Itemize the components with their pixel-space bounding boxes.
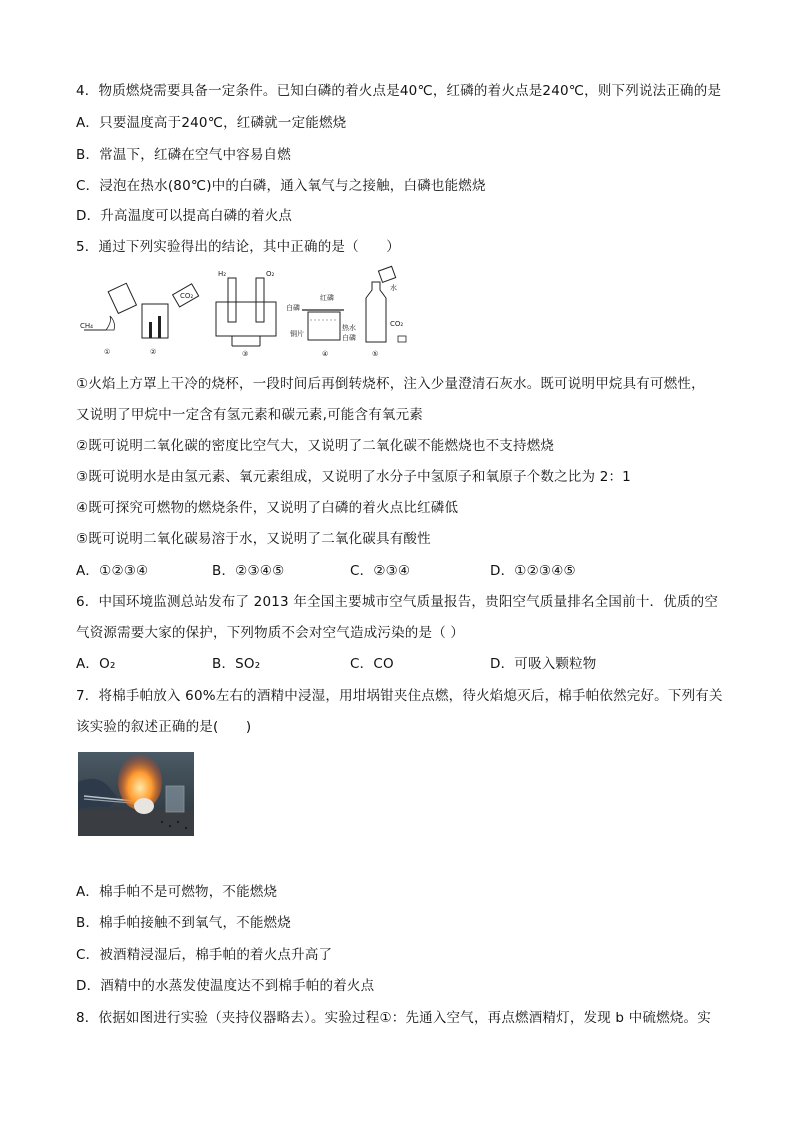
experiment-4-number: ④	[322, 350, 329, 358]
q7-stem-line-1: 7．将棉手帕放入 60%左右的酒精中浸湿，用坩埚钳夹住点燃，待火焰熄灭后，棉手帕依然完好。下列有关	[76, 688, 723, 704]
q7-option-b: B．棉手帕接触不到氧气，不能燃烧	[76, 915, 291, 931]
co2-label-a: CO₂	[180, 292, 194, 300]
q8-stem: 8．依据如图进行实验（夹持仪器略去）。实验过程①：先通入空气，再点燃酒精灯，发现 b 中硫燃烧。实	[76, 1010, 711, 1026]
experiment-4-diagram	[286, 293, 356, 358]
q5-options	[76, 561, 716, 581]
q4-option-d: D．升高温度可以提高白磷的着火点	[76, 208, 293, 224]
experiment-3-diagram	[216, 270, 276, 358]
experiment-2-number: ②	[150, 348, 157, 356]
q6-stem-line-2: 气资源需要大家的保护，下列物质不会对空气造成污染的是（ ）	[76, 625, 465, 641]
q4-option-b: B．常温下，红磷在空气中容易自燃	[76, 147, 291, 163]
q5-option-d: D．①②③④⑤	[490, 563, 576, 579]
q5-statement-2: ②既可说明二氧化碳的密度比空气大，又说明了二氧化碳不能燃烧也不支持燃烧	[76, 438, 555, 454]
co2-label-b: CO₂	[390, 320, 404, 328]
q7-stem-line-2: 该实验的叙述正确的是( )	[76, 719, 252, 735]
h2-label: H₂	[218, 270, 227, 278]
experiment-2-diagram	[142, 284, 199, 356]
q4-option-a: A．只要温度高于240℃，红磷就一定能燃烧	[76, 115, 347, 131]
q4-option-c: C．浸泡在热水(80℃)中的白磷，通入氧气与之接触，白磷也能燃烧	[76, 178, 486, 194]
q5-statement-4: ④既可探究可燃物的燃烧条件，又说明了白磷的着火点比红磷低	[76, 500, 459, 516]
q6-options	[76, 654, 716, 674]
experiment-3-number: ③	[242, 350, 249, 358]
q7-burning-handkerchief-photo	[78, 752, 194, 836]
q7-option-c: C．被酒精浸湿后，棉手帕的着火点升高了	[76, 947, 333, 963]
red-phosphorus-label: 红磷	[320, 294, 334, 302]
q5-option-c: C．②③④	[350, 563, 411, 579]
o2-label: O₂	[266, 270, 275, 278]
q5-statement-5: ⑤既可说明二氧化碳易溶于水，又说明了二氧化碳具有酸性	[76, 531, 431, 547]
white-phosphorus-label-2: 白磷	[342, 334, 356, 342]
q5-experiment-figure	[76, 264, 420, 360]
q4-stem: 4．物质燃烧需要具备一定条件。已知白磷的着火点是40℃，红磷的着火点是240℃，则下列说法正确的是	[76, 83, 722, 99]
experiment-1-diagram	[80, 283, 136, 356]
experiment-5-diagram	[366, 266, 406, 358]
q5-statement-3: ③既可说明水是由氢元素、氧元素组成，又说明了水分子中氢原子和氧原子个数之比为 2：1	[76, 469, 631, 485]
copper-sheet-label: 铜片	[290, 330, 304, 338]
q6-option-b: B．SO₂	[212, 656, 261, 672]
q6-option-a: A．O₂	[76, 656, 116, 672]
experiment-1-number: ①	[104, 348, 111, 356]
q7-option-d: D．酒精中的水蒸发使温度达不到棉手帕的着火点	[76, 978, 375, 994]
white-phosphorus-label: 白磷	[286, 304, 300, 312]
q7-option-a: A．棉手帕不是可燃物，不能燃烧	[76, 884, 278, 900]
q5-statement-1-cont: 又说明了甲烷中一定含有氢元素和碳元素,可能含有氧元素	[76, 407, 423, 423]
q6-option-d: D．可吸入颗粒物	[490, 656, 597, 672]
ch4-label: CH₄	[80, 322, 93, 330]
q6-stem-line-1: 6．中国环境监测总站发布了 2013 年全国主要城市空气质量报告，贵阳空气质量排名全国前十．优质的空	[76, 594, 719, 610]
hot-water-label: 热水	[342, 324, 356, 332]
q5-option-a: A．①②③④	[76, 563, 149, 579]
q6-option-c: C．CO	[350, 656, 394, 672]
experiment-5-number: ⑤	[372, 350, 379, 358]
q5-stem: 5．通过下列实验得出的结论，其中正确的是（ ）	[76, 239, 400, 255]
q5-statement-1: ①火焰上方罩上干冷的烧杯，一段时间后再倒转烧杯，注入少量澄清石灰水。既可说明甲烷具有可燃性，	[76, 376, 705, 392]
water-label: 水	[390, 284, 397, 292]
q5-option-b: B．②③④⑤	[212, 563, 285, 579]
